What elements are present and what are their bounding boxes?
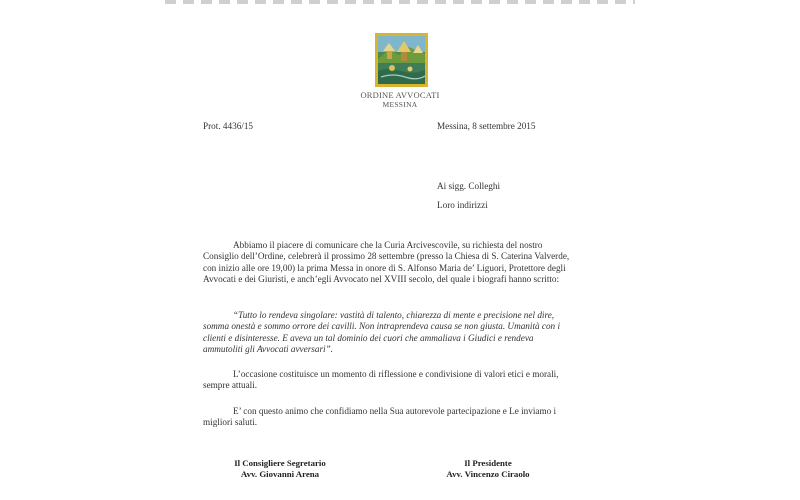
paragraph-line: con inizio alle ore 19,00) la prima Messa in onore di S. Alfonso Maria de’ Liguori, Protettore degli xyxy=(203,262,566,273)
paragraph-announcement xyxy=(203,240,603,285)
paragraph-line: E’ con questo animo che confidiamo nella Sua autorevole partecipazione e Le inviamo i xyxy=(233,406,557,416)
signature-title: Il Presidente xyxy=(464,458,512,468)
paragraph-line: sempre attuali. xyxy=(203,380,258,391)
quote-line: somma onestà e sommo orrore dei cavilli. Non intraprendeva causa se non giusta. Umanità con i xyxy=(203,321,561,332)
signature-president xyxy=(433,458,543,480)
paragraph-reflection xyxy=(203,369,603,392)
protocol-number: Prot. 4436/15 xyxy=(203,121,254,131)
quote-line: “Tutto lo rendeva singolare: vastità di talento, chiarezza di mente e precisione nel dire, xyxy=(233,310,555,320)
paragraph-line: Avvocati e dei Giuristi, e anch’egli Avvocato nel XVIII secolo, del quale i biografi hanno scritto: xyxy=(203,273,560,284)
organization-city: MESSINA xyxy=(382,100,418,109)
date-place: Messina, 8 settembre 2015 xyxy=(437,121,536,131)
recipient-line-1: Ai sigg. Colleghi xyxy=(437,181,501,191)
signature-secretary xyxy=(225,458,335,480)
paragraph-line: L’occasione costituisce un momento di riflessione e condivisione di valori etici e morali, xyxy=(233,369,559,379)
coat-of-arms-icon xyxy=(375,33,428,87)
biography-quote xyxy=(203,310,603,355)
paragraph-line: migliori saluti. xyxy=(203,417,258,428)
paragraph-line: Consiglio dell’Ordine, celebrerà il prossimo 28 settembre (presso la Chiesa di S. Caterina Valverde, xyxy=(203,251,570,262)
paragraph-line: Abbiamo il piacere di comunicare che la Curia Arcivescovile, su richiesta del nostro xyxy=(233,240,543,250)
quote-line: ammutoliti gli Avvocati avversari”. xyxy=(203,343,333,354)
signature-name: Avv. Giovanni Arena xyxy=(240,469,320,479)
signature-name: Avv. Vincenzo Ciraolo xyxy=(446,469,530,479)
recipient-line-2: Loro indirizzi xyxy=(437,200,488,210)
organization-name: ORDINE AVVOCATI xyxy=(360,90,440,100)
paragraph-closing xyxy=(203,406,603,429)
signature-title: Il Consigliere Segretario xyxy=(234,458,326,468)
top-dashed-border xyxy=(165,0,635,4)
quote-line: clienti e disinteresse. E aveva un tal dominio dei cuori che ammaliava i Giudici e rendeva xyxy=(203,332,534,343)
